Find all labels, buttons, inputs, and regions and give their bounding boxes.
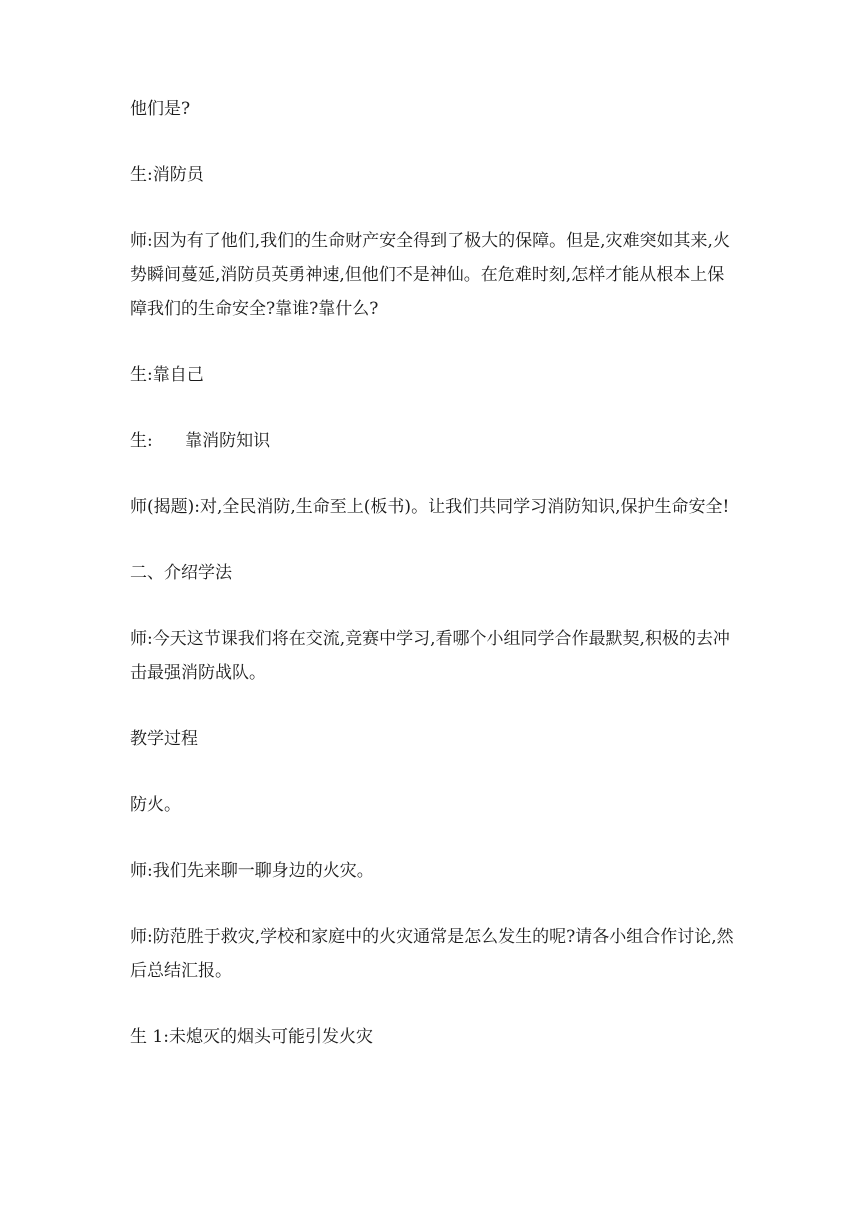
teacher-reveal-topic: 师(揭题):对,全民消防,生命至上(板书)。让我们共同学习消防知识,保护生命安全! <box>130 497 730 517</box>
dialogue-question: 他们是? <box>130 99 191 119</box>
student-answer-firefighter: 生:消防员 <box>130 165 204 185</box>
document-page <box>130 92 740 1086</box>
section-heading-method: 二、介绍学法 <box>130 563 232 583</box>
teacher-explanation: 师:因为有了他们,我们的生命财产安全得到了极大的保障。但是,灾难突如其来,火势瞬间蔓延,消防员英勇神速,但他们不是神仙。在危难时刻,怎样才能从根本上保障我们的生命安全?靠谁?靠什么? <box>130 231 730 319</box>
student-answer-knowledge: 生: 靠消防知识 <box>130 431 271 451</box>
subheading-fire-prevention: 防火。 <box>130 795 181 815</box>
teacher-group-discussion: 师:防范胜于救灾,学校和家庭中的火灾通常是怎么发生的呢?请各小组合作讨论,然后总结汇报。 <box>130 927 734 981</box>
section-heading-process: 教学过程 <box>130 729 198 749</box>
teacher-chat-fires: 师:我们先来聊一聊身边的火灾。 <box>130 861 374 881</box>
student-1-answer: 生 1:未熄灭的烟头可能引发火灾 <box>130 1027 373 1047</box>
teacher-method-intro: 师:今天这节课我们将在交流,竞赛中学习,看哪个小组同学合作最默契,积极的去冲击最强消防战队。 <box>130 629 730 683</box>
student-answer-self: 生:靠自己 <box>130 365 204 385</box>
